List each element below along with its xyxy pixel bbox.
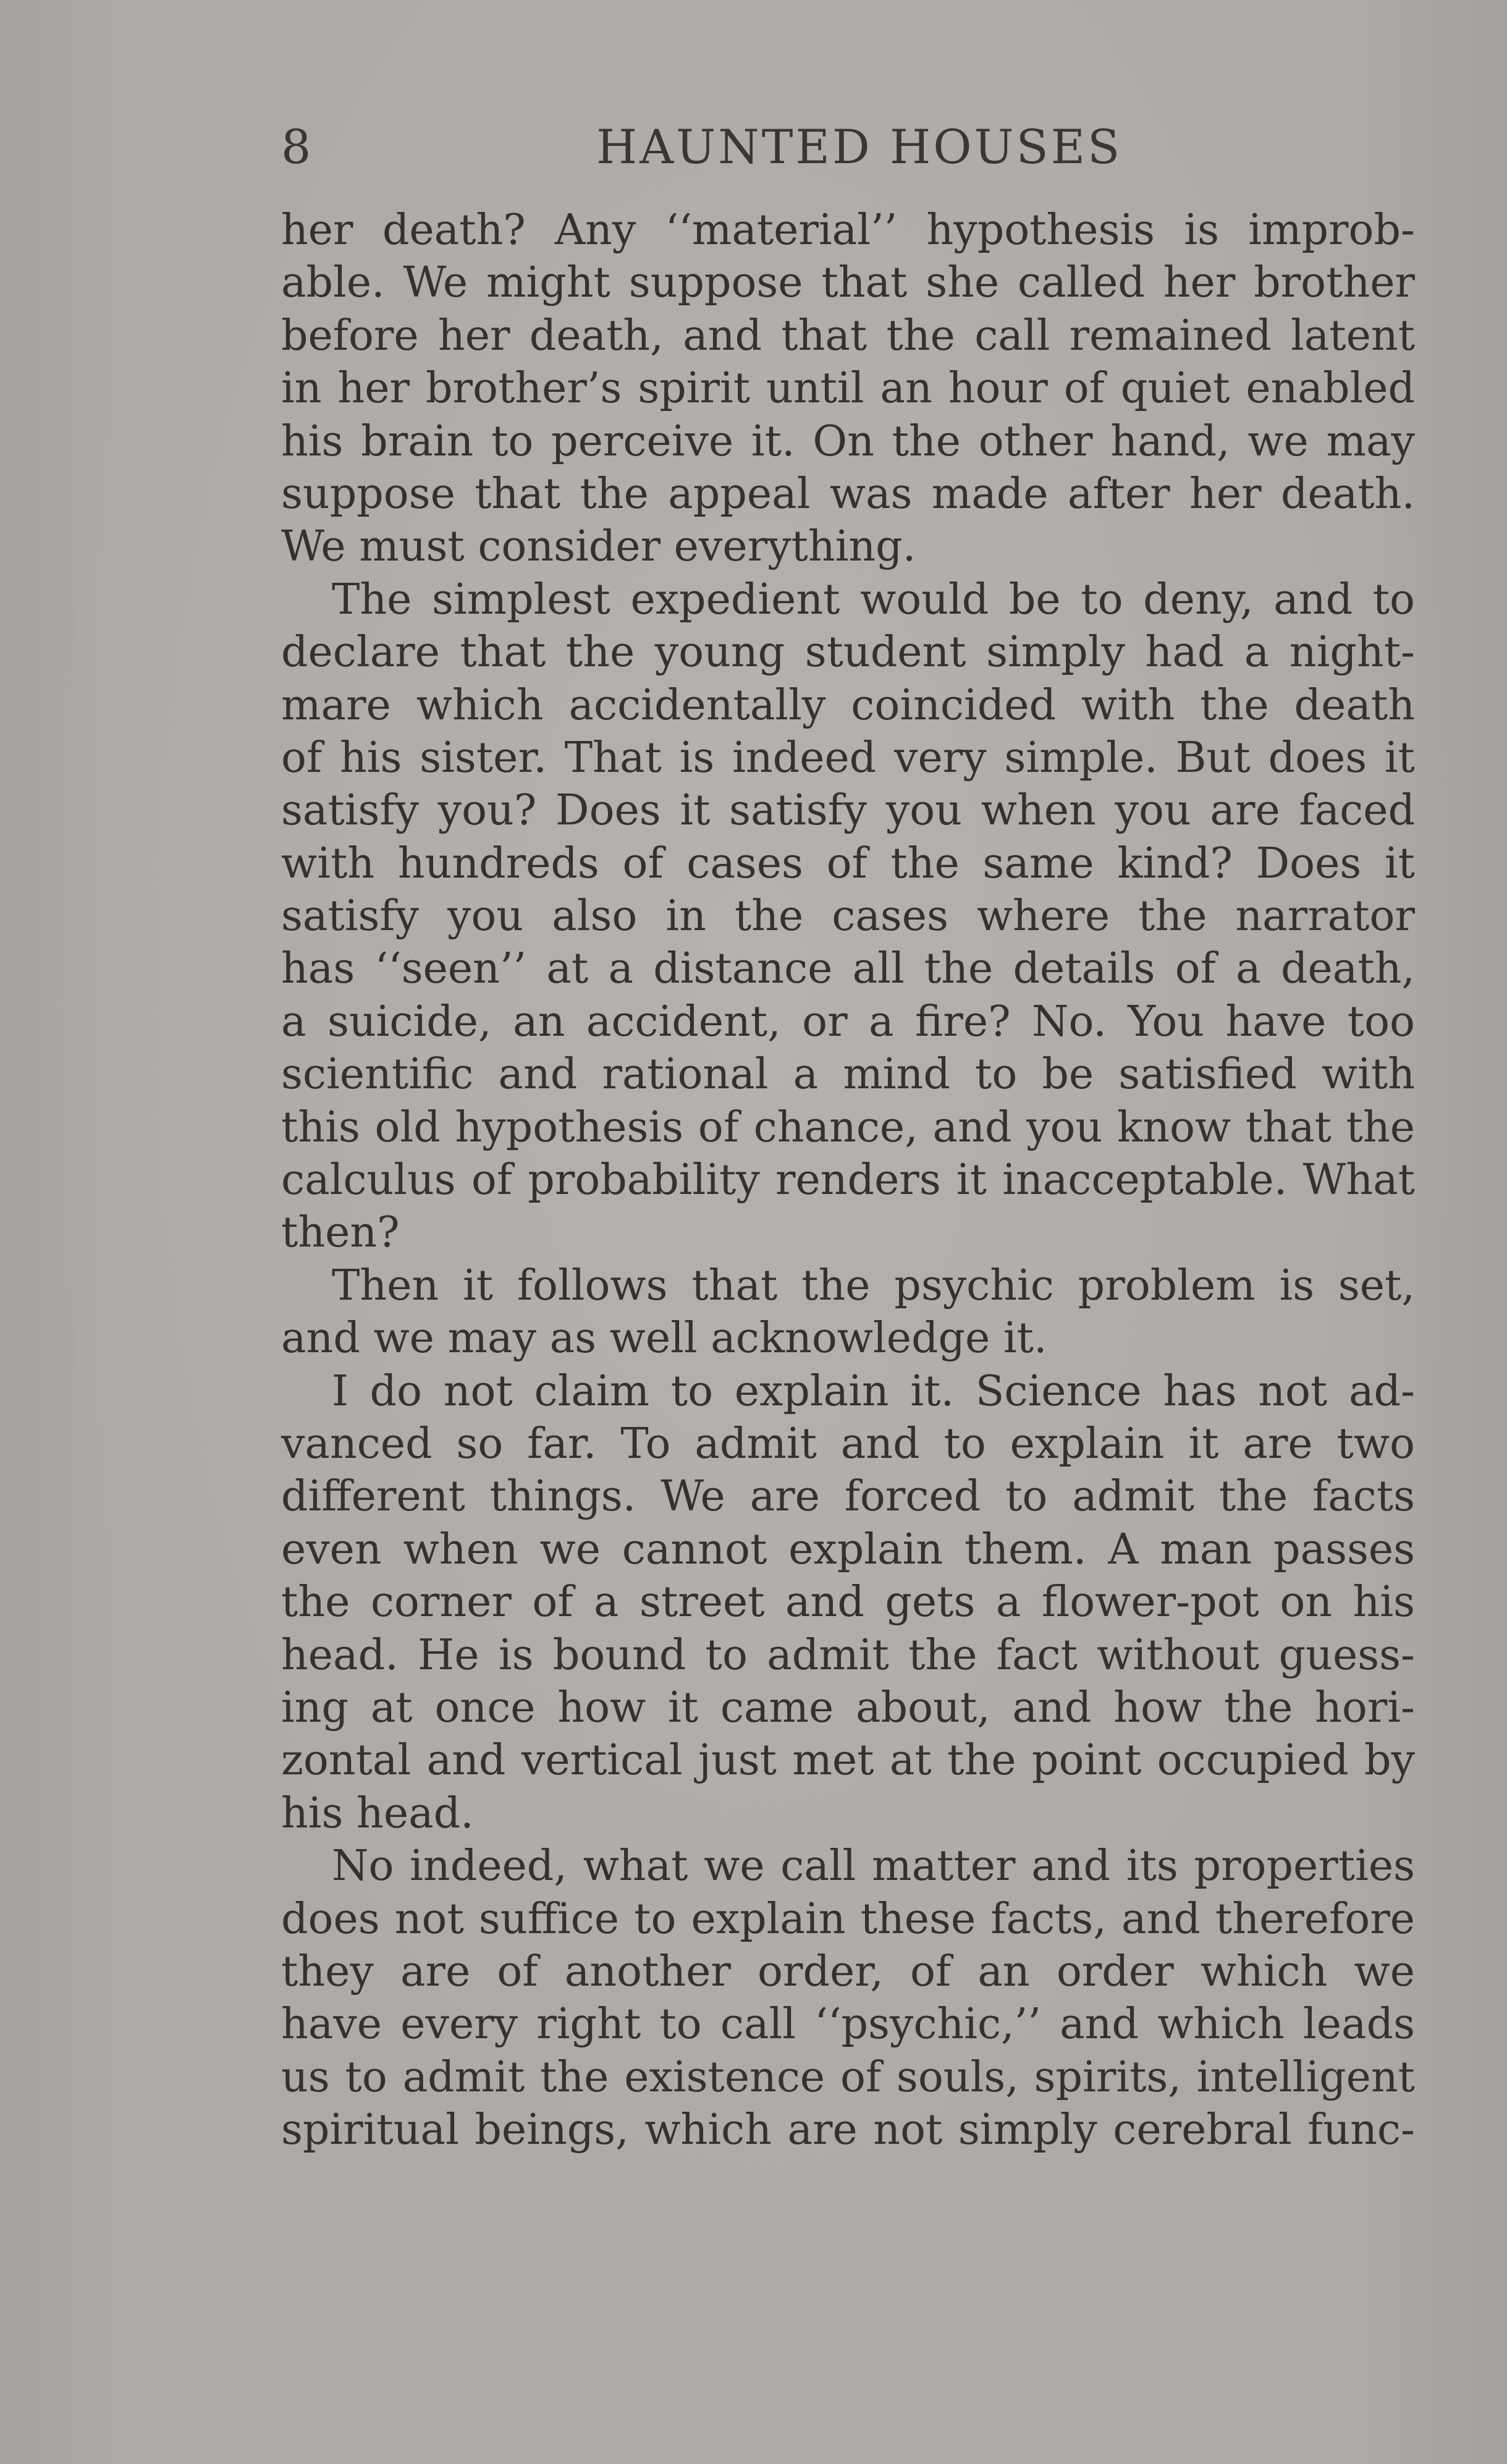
- text-line: vanced so far. To admit and to explain it are two: [281, 1419, 1415, 1468]
- text-line: in her brother’s spirit until an hour of quiet enabled: [281, 364, 1415, 413]
- text-line: spiritual beings, which are not simply cerebral func-: [281, 2106, 1415, 2155]
- text-line: We must consider everything.: [281, 522, 916, 572]
- text-line: satisfy you also in the cases where the narrator: [281, 892, 1415, 941]
- text-line: his brain to perceive it. On the other hand, we may: [281, 417, 1415, 466]
- text-line: the corner of a street and gets a flower-pot on his: [281, 1578, 1415, 1627]
- text-line: Then it follows that the psychic problem is set,: [332, 1261, 1415, 1310]
- text-line: and we may as well acknowledge it.: [281, 1314, 1047, 1363]
- text-line: her death? Any ‘‘material’’ hypothesis is improb-: [281, 206, 1415, 255]
- text-line: calculus of probability renders it inacceptable. What: [281, 1156, 1415, 1205]
- text-line: No indeed, what we call matter and its properties: [332, 1842, 1415, 1891]
- text-line: with hundreds of cases of the same kind? Does it: [281, 839, 1415, 888]
- text-line: his head.: [281, 1789, 474, 1838]
- text-line: does not suffice to explain these facts, and therefore: [281, 1894, 1415, 1944]
- text-line: a suicide, an accident, or a fire? No. You have too: [281, 997, 1415, 1046]
- text-line: suppose that the appeal was made after her death.: [281, 469, 1415, 519]
- text-line: satisfy you? Does it satisfy you when you are faced: [281, 786, 1415, 836]
- text-line: I do not claim to explain it. Science has not ad-: [332, 1366, 1415, 1416]
- text-line: this old hypothesis of chance, and you know that the: [281, 1103, 1415, 1152]
- text-line: The simplest expedient would be to deny, and to: [332, 575, 1415, 624]
- body-text: [281, 204, 1415, 2156]
- text-line: then?: [281, 1208, 400, 1258]
- text-line: even when we cannot explain them. A man passes: [281, 1525, 1415, 1574]
- text-line: they are of another order, of an order which we: [281, 1947, 1415, 1996]
- text-line: zontal and vertical just met at the point occupied by: [281, 1736, 1415, 1785]
- text-line: of his sister. That is indeed very simple. But does it: [281, 733, 1415, 782]
- text-line: has ‘‘seen’’ at a distance all the details of a death,: [281, 944, 1415, 994]
- text-line: different things. We are forced to admit the facts: [281, 1472, 1415, 1522]
- text-line: head. He is bound to admit the fact without guess-: [281, 1630, 1415, 1680]
- text-line: scientific and rational a mind to be satisfied with: [281, 1050, 1415, 1099]
- running-title: HAUNTED HOUSES: [596, 119, 1123, 174]
- text-line: able. We might suppose that she called her brother: [281, 258, 1415, 308]
- text-line: declare that the young student simply had a night-: [281, 628, 1415, 677]
- text-line: before her death, and that the call remained latent: [281, 311, 1415, 360]
- page-header: [281, 110, 1415, 184]
- text-line: ing at once how it came about, and how the hori-: [281, 1683, 1415, 1732]
- text-line: us to admit the existence of souls, spirits, intelligent: [281, 2052, 1415, 2102]
- text-line: mare which accidentally coincided with the death: [281, 680, 1415, 730]
- page-number: 8: [281, 119, 311, 174]
- text-line: have every right to call ‘‘psychic,’’ and which leads: [281, 2000, 1415, 2049]
